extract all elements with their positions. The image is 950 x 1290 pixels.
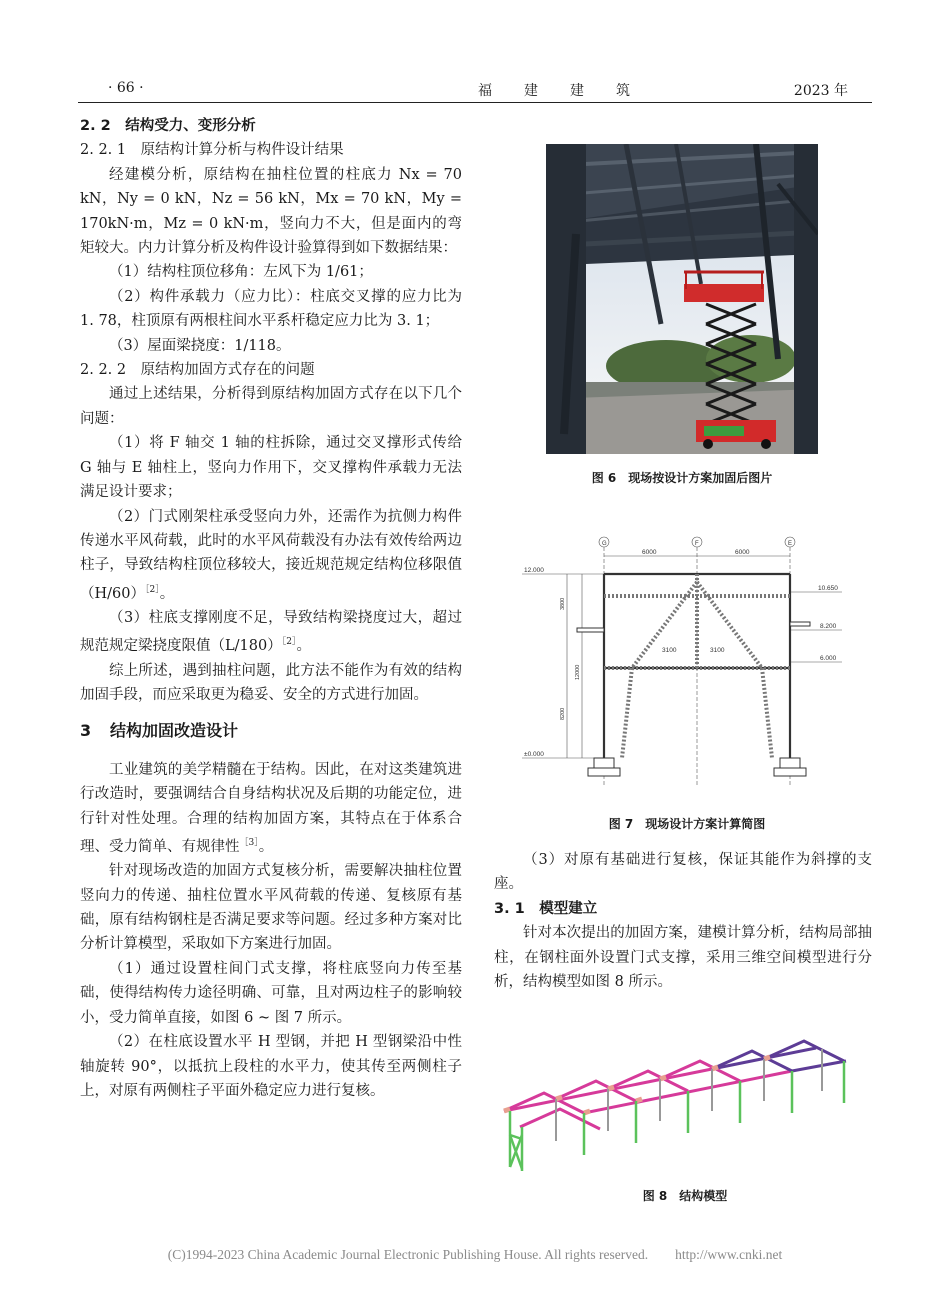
dimension-label: 8200 <box>560 707 566 720</box>
paragraph: （3）屋面梁挠度：1/118。 <box>109 337 291 354</box>
paragraph: （1）结构柱顶位移角：左风下为 1/61； <box>109 264 373 281</box>
right-column <box>494 848 872 994</box>
axis-label: F <box>695 541 699 547</box>
axis-label: E <box>788 541 793 547</box>
paragraph: （1）通过设置柱间门式支撑，将柱底竖向力传至基础，使得结构传力途径明确、可靠，且对两边柱子的影响较小，受力简单直接，如图 6 ~ 图 7 所示。 <box>80 960 462 1026</box>
elevation-label: 8.200 <box>820 623 837 630</box>
paragraph <box>80 606 462 659</box>
page-number: · 66 · <box>108 80 144 96</box>
axis-label: G <box>602 541 607 547</box>
elevation-label: ±0.000 <box>524 751 544 758</box>
paragraph: （2）在柱底设置水平 H 型钢，并把 H 型钢梁沿中性轴旋转 90°，以抵抗上段柱的水平力，使其传至两侧柱子上，对原有两侧柱子平面外稳定应力进行复核。 <box>80 1034 462 1099</box>
paragraph: 经建模分析，原结构在抽柱位置的柱底力 Nx = 70 kN，Ny = 0 kN，Nz = 56 kN，Mx = 70 kN，My = 170kN·m，Mz = 0 kN·m，竖向力不大，但是面内的弯矩较大。内力计算分析及构件设计验算得到如下数据结果： <box>80 166 462 257</box>
section-2-2-heading: 2. 2 结构受力、变形分析 <box>80 118 256 134</box>
figure-7-caption: 图 7 现场设计方案计算简图 <box>608 817 766 831</box>
text: 。 <box>296 638 311 655</box>
paragraph: 针对本次提出的加固方案，建模计算分析，结构局部抽柱，在钢柱面外设置门式支撑，采用三维空间模型进行分析，结构模型如图 8 所示。 <box>494 925 872 991</box>
dimension-label: 6000 <box>642 549 657 556</box>
elevation-label: 12.000 <box>524 567 544 574</box>
dimension-label: 3800 <box>560 597 566 610</box>
section-2-2-1-heading: 2. 2. 1 原结构计算分析与构件设计结果 <box>80 142 344 159</box>
figure-7-diagram <box>522 530 852 800</box>
paragraph <box>80 758 462 859</box>
paragraph: （2）构件承载力（应力比）：柱底交叉撑的应力比为 1. 78，柱顶原有两根柱间水平系杆稳定应力比为 3. 1； <box>80 288 462 330</box>
journal-name: 福建建筑 <box>478 83 662 99</box>
figure-8-caption: 图 8 结构模型 <box>642 1189 728 1203</box>
text: 。 <box>159 585 175 602</box>
citation[interactable]: ［2］ <box>281 637 297 648</box>
page-header <box>78 76 872 103</box>
elevation-label: 10.650 <box>818 585 838 592</box>
figure-6-caption: 图 6 现场按设计方案加固后图片 <box>591 471 773 485</box>
section-number: 3 <box>80 721 92 741</box>
section-3-1-heading: 3. 1 模型建立 <box>494 900 598 917</box>
citation[interactable]: ［2］ <box>144 584 160 595</box>
elevation-label: 6.000 <box>820 655 837 662</box>
paragraph: 针对现场改造的加固方式复核分析，需要解决抽柱位置竖向力的传递、抽柱位置水平风荷载的传递、复核原有基础，原有结构钢柱是否满足要求等问题。经过多种方案对比分析计算模型，采取如下方案进行加固。 <box>80 863 462 953</box>
issue-year: 2023 年 <box>793 83 848 99</box>
section-title: 结构加固改造设计 <box>110 721 239 741</box>
paragraph: （3）对原有基础进行复核，保证其能作为斜撑的支座。 <box>494 852 872 893</box>
section-2-2-2-heading: 2. 2. 2 原结构加固方式存在的问题 <box>80 362 315 379</box>
paragraph: 通过上述结果，分析得到原结构加固方式存在以下几个问题： <box>80 386 462 427</box>
left-column <box>80 114 462 1103</box>
dimension-label: 3100 <box>662 647 677 654</box>
figure-8-model <box>496 1035 874 1175</box>
text: （3）柱底支撑刚度不足，导致结构梁挠度过大，超过规范规定梁挠度限值（L/180） <box>80 609 462 655</box>
dimension-label: 6000 <box>735 549 750 556</box>
section-3-heading <box>80 719 462 743</box>
citation[interactable]: ［3］ <box>239 838 259 849</box>
copyright-footer: (C)1994-2023 China Academic Journal Electronic Publishing House. All rights reserved. http://www.cnki.net <box>167 1247 783 1262</box>
figure-6-photo <box>546 144 818 454</box>
paragraph: （1）将 F 轴交 1 轴的柱拆除，通过交叉撑形式传给 G 轴与 E 轴柱上，竖向力作用下，交叉撑构件承载力无法满足设计要求； <box>80 435 462 501</box>
paragraph: 综上所述，遇到抽柱问题，此方法不能作为有效的结构加固手段，而应采取更为稳妥、安全的方式进行加固。 <box>80 662 462 703</box>
text: 。 <box>258 838 274 855</box>
paragraph <box>80 505 462 606</box>
dimension-label: 3100 <box>710 647 725 654</box>
dimension-label: 12000 <box>575 664 581 680</box>
text: 工业建筑的美学精髓在于结构。因此，在对这类建筑进行改造时，要强调结合自身结构状况及后期的功能定位，进行针对性处理。合理的结构加固方案，其特点在于体系合理、受力简单、有规律性 <box>80 761 462 855</box>
text: （2）门式刚架柱承受竖向力外，还需作为抗侧力构件传递水平风荷载，此时的水平风荷载没有办法有效传给两边柱子，导致结构柱顶位移较大，接近规范规定结构位移限值（H/60） <box>80 508 462 602</box>
